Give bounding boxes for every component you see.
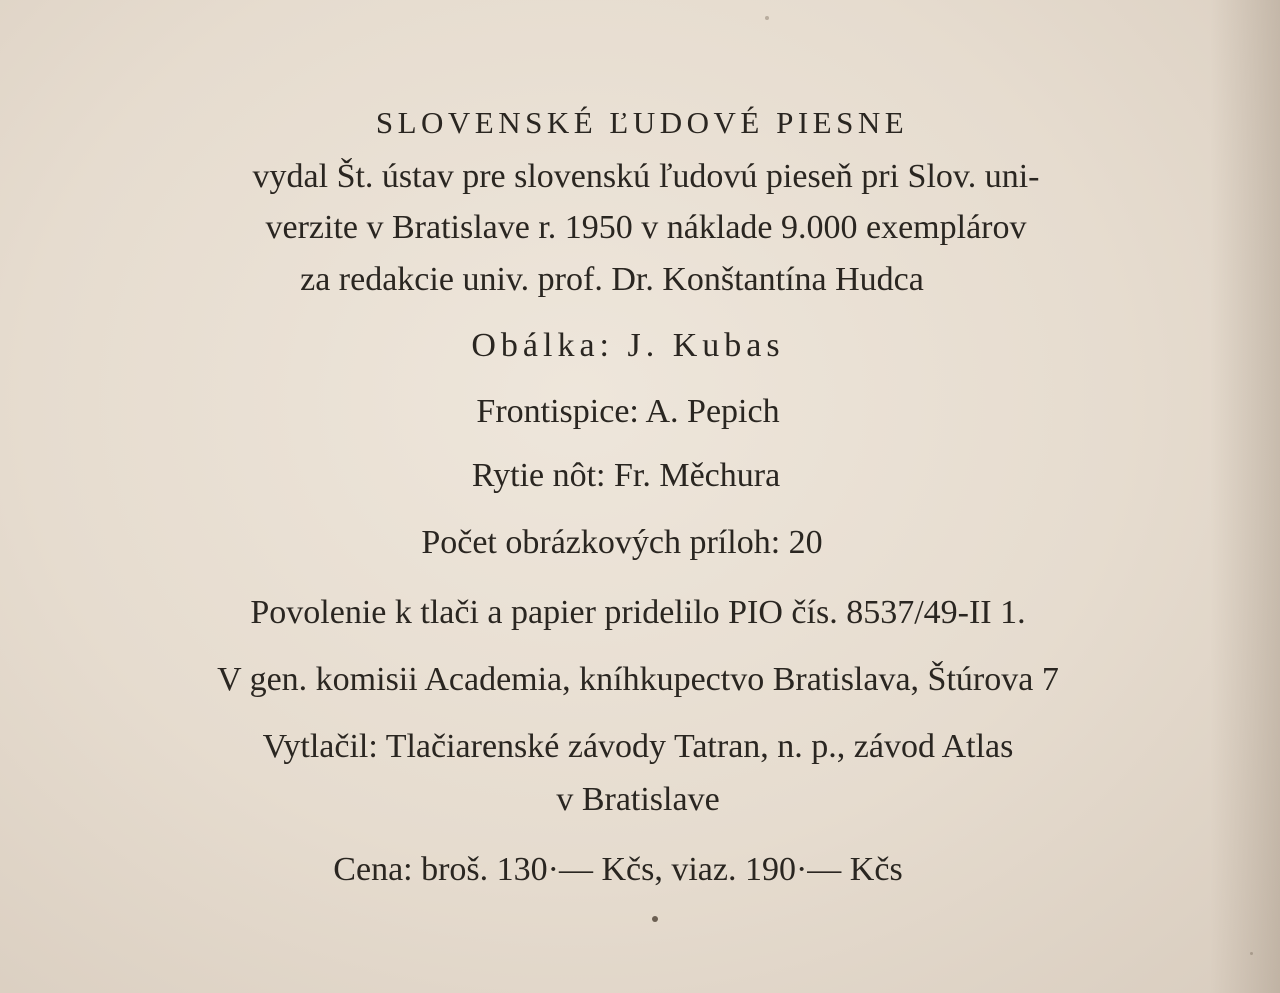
paper-speck (1250, 952, 1253, 955)
illustration-count: Počet obrázkových príloh: 20 (421, 524, 823, 561)
publication-line-3: za redakcie univ. prof. Dr. Konštantína Hudca (300, 261, 924, 298)
book-title: SLOVENSKÉ ĽUDOVÉ PIESNE (375, 105, 909, 140)
commission-info: V gen. komisii Academia, kníhkupectvo Bratislava, Štúrova 7 (217, 661, 1059, 698)
print-permit: Povolenie k tlači a papier pridelilo PIO čís. 8537/49-II 1. (250, 594, 1026, 631)
engraving-credit: Rytie nôt: Fr. Měchura (471, 457, 781, 494)
publication-line-2: verzite v Bratislave r. 1950 v náklade 9.000 exemplárov (265, 209, 1027, 246)
publication-line-1: vydal Št. ústav pre slovenskú ľudovú pieseň pri Slov. uni- (252, 158, 1040, 195)
cover-credit: Obálka: J. Kubas (471, 327, 785, 364)
printer-line-1: Vytlačil: Tlačiarenské závody Tatran, n. p., závod Atlas (262, 728, 1014, 765)
paper-speck (765, 16, 769, 20)
page-edge-shadow (1210, 0, 1280, 993)
printer-line-2: v Bratislave (556, 781, 720, 818)
price-line: Cena: broš. 130·— Kčs, viaz. 190·— Kčs (333, 851, 903, 888)
frontispiece-credit: Frontispice: A. Pepich (476, 393, 780, 430)
ink-speck (652, 916, 658, 922)
